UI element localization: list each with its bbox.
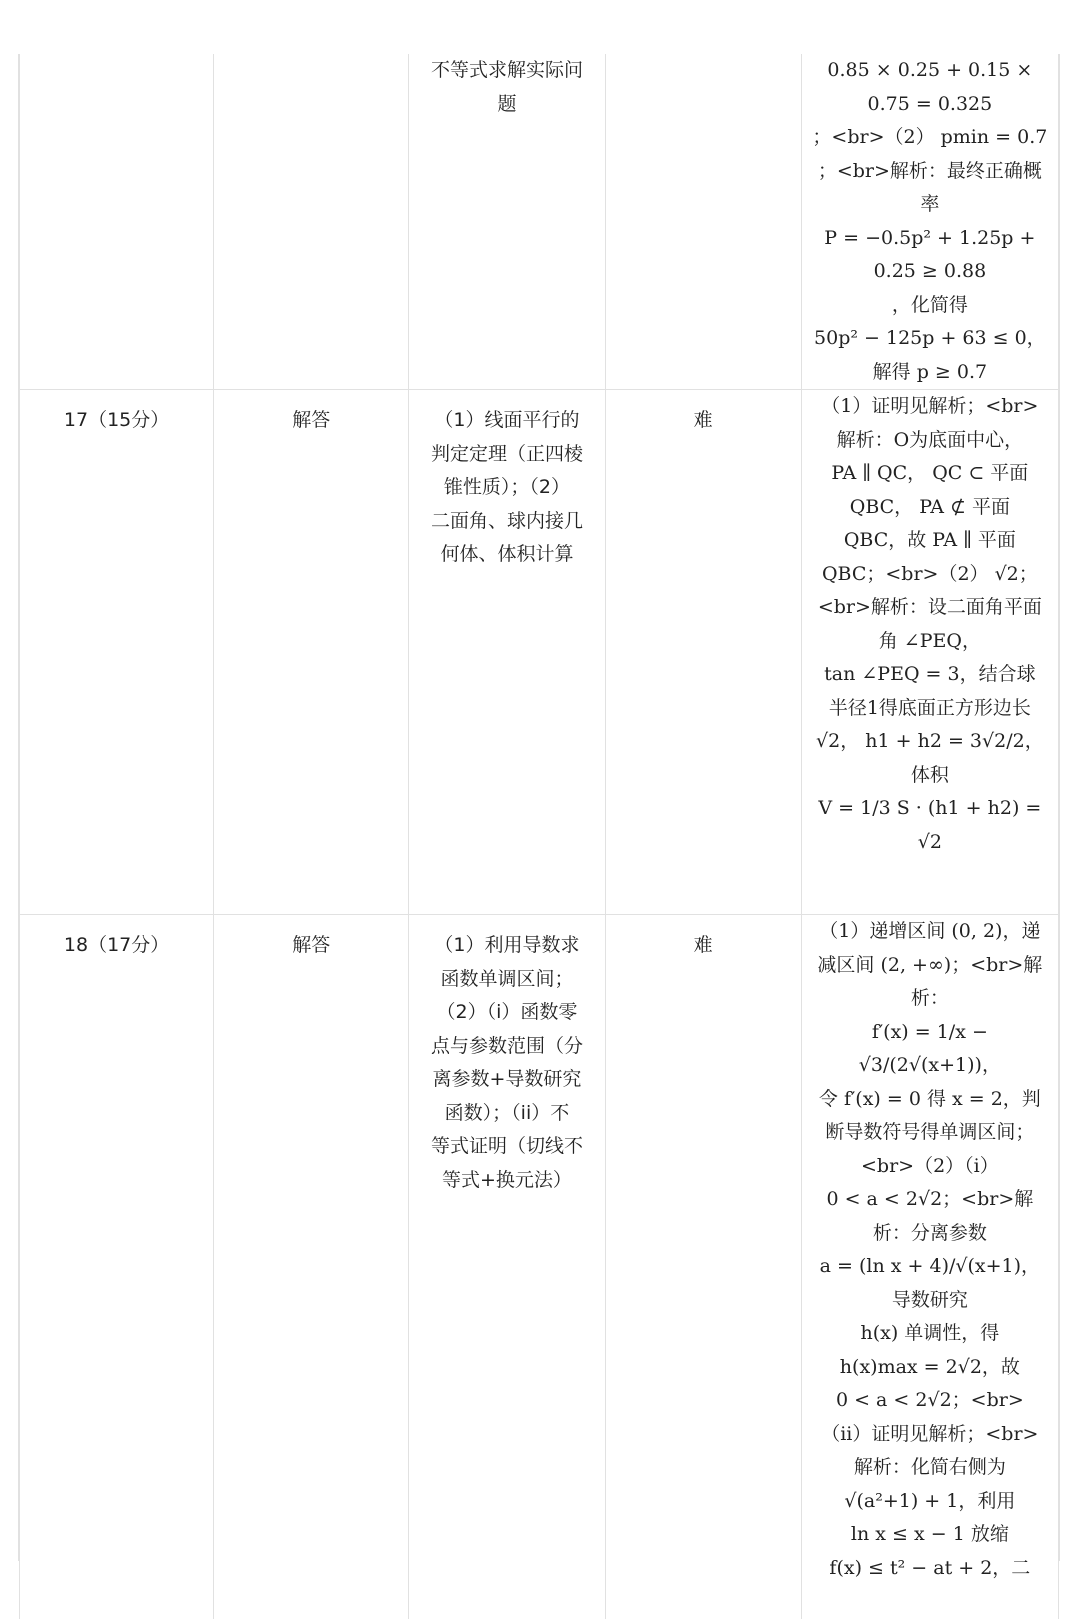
knowledge-cell-line: 判定定理（正四棱 — [423, 438, 590, 472]
answer-cell-line: 0 < a < 2√2；<br> — [812, 1384, 1048, 1418]
knowledge-cell-line: 点与参数范围（分 — [423, 1030, 590, 1064]
difficulty-cell-text: 难 — [694, 409, 713, 431]
answer-cell — [801, 915, 1058, 1619]
answer-cell-line: 50p² − 125p + 63 ≤ 0， — [812, 322, 1048, 356]
answer-cell-line: 半径1得底面正方形边长 — [812, 692, 1048, 726]
knowledge-cell-line: （1）线面平行的 — [423, 404, 590, 438]
answer-cell-line: 角 ∠PEQ， — [812, 625, 1048, 659]
answer-cell-line: ；<br>解析：最终正确概 — [812, 155, 1048, 189]
answer-cell-line: a = (ln x + 4)/√(x+1)，导数研究 — [812, 1250, 1048, 1317]
answer-cell-line: 率 — [812, 188, 1048, 222]
answer-cell-line: h(x)max = 2√2，故 — [812, 1351, 1048, 1385]
difficulty-cell — [605, 54, 801, 390]
knowledge-cell-line: 离参数+导数研究 — [423, 1063, 590, 1097]
answer-cell-line: 析： — [812, 982, 1048, 1016]
question-type-cell — [214, 54, 409, 390]
table-row — [20, 915, 1059, 1619]
question-number-cell-text: 18（17分） — [64, 934, 169, 956]
knowledge-cell-line: 等式+换元法） — [423, 1164, 590, 1198]
knowledge-cell-line: 何体、体积计算 — [423, 538, 590, 572]
answer-cell — [801, 54, 1058, 390]
answer-table-container — [18, 54, 1060, 1561]
answer-cell-line: 0.75 = 0.325 — [812, 88, 1048, 122]
answer-cell-line: f′(x) = 1/x − √3/(2√(x+1))， — [812, 1016, 1048, 1083]
knowledge-cell — [409, 390, 605, 915]
difficulty-cell-text: 难 — [694, 934, 713, 956]
table-row — [20, 390, 1059, 915]
answer-cell-line: 断导数符号得单调区间； — [812, 1116, 1048, 1150]
answer-cell-line: QBC， PA ⊄ 平面 — [812, 491, 1048, 525]
answer-cell-line: f(x) ≤ t² − at + 2，二 — [812, 1552, 1048, 1586]
answer-cell-line: ，化简得 — [812, 289, 1048, 323]
knowledge-cell-line: 等式证明（切线不 — [423, 1130, 590, 1164]
answer-cell-line: <br>解析：设二面角平面 — [812, 591, 1048, 625]
knowledge-cell-line: 不等式求解实际问 — [423, 54, 590, 88]
knowledge-cell — [409, 915, 605, 1619]
question-number-cell — [20, 54, 214, 390]
answer-cell-line: ln x ≤ x − 1 放缩 — [812, 1518, 1048, 1552]
difficulty-cell — [605, 390, 801, 915]
answer-cell-line: √2， h1 + h2 = 3√2/2， — [812, 725, 1048, 759]
question-type-cell — [214, 915, 409, 1619]
question-type-cell-text: 解答 — [292, 934, 330, 956]
answer-cell-line: 令 f′(x) = 0 得 x = 2，判 — [812, 1083, 1048, 1117]
knowledge-cell — [409, 54, 605, 390]
question-number-cell — [20, 390, 214, 915]
question-type-cell-text: 解答 — [292, 409, 330, 431]
answer-cell-line: （1）证明见解析；<br> — [812, 390, 1048, 424]
answer-cell-line: √(a²+1) + 1，利用 — [812, 1485, 1048, 1519]
answer-cell-line: PA ∥ QC， QC ⊂ 平面 — [812, 457, 1048, 491]
answer-cell-line: 0 < a < 2√2；<br>解 — [812, 1183, 1048, 1217]
answer-cell-line: （1）递增区间 (0, 2)，递 — [812, 915, 1048, 949]
answer-cell-line: （ii）证明见解析；<br> — [812, 1418, 1048, 1452]
answer-table — [19, 54, 1059, 1619]
answer-cell-line: V = 1/3 S · (h1 + h2) = — [812, 792, 1048, 826]
answer-cell-line: 体积 — [812, 759, 1048, 793]
knowledge-cell-line: 题 — [423, 88, 590, 122]
knowledge-cell-line: 函数单调区间； — [423, 963, 590, 997]
answer-cell-line: ；<br>（2） pmin = 0.7 — [812, 121, 1048, 155]
table-row — [20, 54, 1059, 390]
answer-cell-line: QBC；<br>（2） √2； — [812, 558, 1048, 592]
difficulty-cell — [605, 915, 801, 1619]
knowledge-cell-line: 二面角、球内接几 — [423, 505, 590, 539]
knowledge-cell-line: 锥性质）；（2） — [423, 471, 590, 505]
answer-cell-line: h(x) 单调性，得 — [812, 1317, 1048, 1351]
answer-cell — [801, 390, 1058, 915]
answer-cell-line: <br>（2）（i） — [812, 1150, 1048, 1184]
answer-cell-line: P = −0.5p² + 1.25p + — [812, 222, 1048, 256]
question-number-cell-text: 17（15分） — [64, 409, 169, 431]
answer-cell-line: √2 — [812, 826, 1048, 860]
answer-cell-line: 0.25 ≥ 0.88 — [812, 255, 1048, 289]
answer-cell-line: tan ∠PEQ = 3，结合球 — [812, 658, 1048, 692]
answer-cell-line: 析：分离参数 — [812, 1217, 1048, 1251]
knowledge-cell-line: 函数）；（ii）不 — [423, 1097, 590, 1131]
knowledge-cell-line: （2）（i）函数零 — [423, 996, 590, 1030]
answer-cell-line: 减区间 (2, +∞)；<br>解 — [812, 949, 1048, 983]
answer-cell-line: 0.85 × 0.25 + 0.15 × — [812, 54, 1048, 88]
question-type-cell — [214, 390, 409, 915]
knowledge-cell-line: （1）利用导数求 — [423, 929, 590, 963]
question-number-cell — [20, 915, 214, 1619]
answer-cell-line: 解得 p ≥ 0.7 — [812, 356, 1048, 390]
answer-cell-line: 解析：化简右侧为 — [812, 1451, 1048, 1485]
answer-cell-line: QBC，故 PA ∥ 平面 — [812, 524, 1048, 558]
answer-cell-line: 解析：O为底面中心， — [812, 424, 1048, 458]
